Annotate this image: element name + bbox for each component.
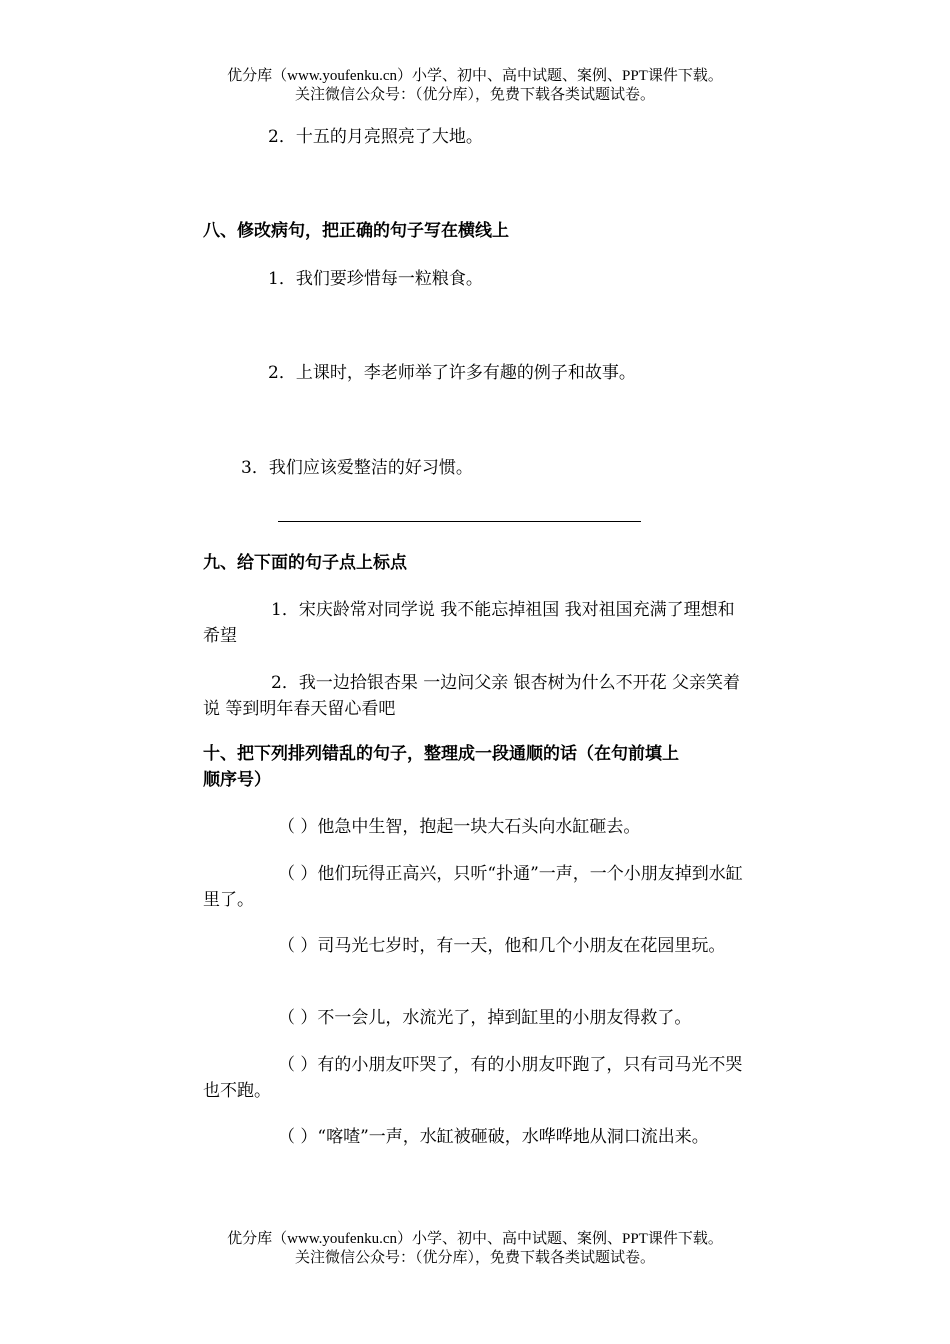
section8-item-1: 1．我们要珍惜每一粒粮食。 bbox=[268, 269, 483, 289]
section10-item-1: （ ）他急中生智，抱起一块大石头向水缸砸去。 bbox=[278, 817, 641, 837]
header-line-1: 优分库（www.youfenku.cn）小学、初中、高中试题、案例、PPT课件下载。 bbox=[227, 68, 723, 84]
footer-line-2: 关注微信公众号：（优分库），免费下载各类试题试卷。 bbox=[294, 1250, 655, 1266]
section9-title: 九、给下面的句子点上标点 bbox=[203, 553, 407, 573]
page-header bbox=[0, 67, 950, 105]
section10-item-4: （ ）不一会儿，水流光了，掉到缸里的小朋友得救了。 bbox=[278, 1008, 692, 1028]
section8-title: 八、修改病句，把正确的句子写在横线上 bbox=[203, 221, 509, 241]
section8-item-3: 3．我们应该爱整洁的好习惯。 bbox=[241, 458, 473, 478]
section9-item-1: 1．宋庆龄常对同学说 我不能忘掉祖国 我对祖国充满了理想和希望 bbox=[203, 600, 735, 646]
prev-item: 2．十五的月亮照亮了大地。 bbox=[268, 127, 483, 147]
header-line-2: 关注微信公众号：（优分库），免费下载各类试题试卷。 bbox=[294, 87, 655, 103]
section8-item-2: 2．上课时，李老师举了许多有趣的例子和故事。 bbox=[268, 363, 636, 383]
section10-item-5: （ ）有的小朋友吓哭了，有的小朋友吓跑了，只有司马光不哭也不跑。 bbox=[203, 1055, 743, 1101]
section9-item-2: 2．我一边拾银杏果 一边问父亲 银杏树为什么不开花 父亲笑着说 等到明年春天留心看吧 bbox=[203, 673, 741, 719]
page-footer bbox=[0, 1230, 950, 1268]
section10-title-line-1: 十、把下列排列错乱的句子，整理成一段通顺的话（在句前填上 bbox=[203, 744, 679, 764]
section10-title-line-2: 顺序号） bbox=[203, 770, 271, 790]
section10-item-6: （ ）“喀喳”一声，水缸被砸破，水哗哗地从洞口流出来。 bbox=[278, 1127, 709, 1147]
footer-line-1: 优分库（www.youfenku.cn）小学、初中、高中试题、案例、PPT课件下载。 bbox=[227, 1231, 723, 1247]
section10-item-2: （ ）他们玩得正高兴，只听“扑通”一声，一个小朋友掉到水缸里了。 bbox=[203, 864, 743, 910]
answer-line[interactable] bbox=[278, 521, 641, 522]
section10-item-3: （ ）司马光七岁时，有一天，他和几个小朋友在花园里玩。 bbox=[278, 936, 726, 956]
